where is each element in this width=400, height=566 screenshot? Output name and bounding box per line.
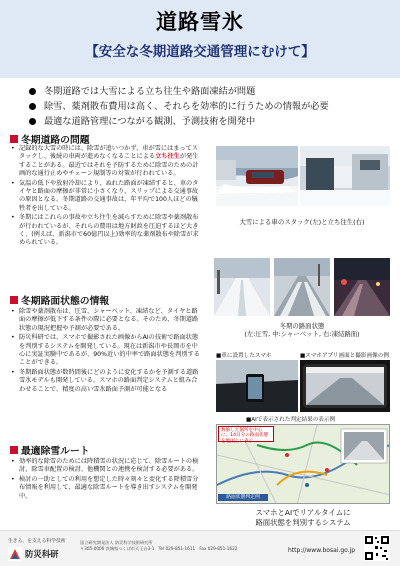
section-heading-text: 最適除雪ルート bbox=[21, 446, 90, 457]
photo-phone-in-car bbox=[216, 360, 298, 412]
list-item: • 効率的な除雪のためには降積雪の状況に応じて、除雪ルートの検討、除雪車配置の検討、他機関との連携を検討する必要がある。 bbox=[10, 458, 202, 475]
section-heading-text: 冬期道路の問題 bbox=[21, 135, 90, 146]
section1-list bbox=[10, 145, 202, 249]
section3-list bbox=[10, 458, 202, 502]
intro-bullet: 除雪、薬剤散布費用は高く、それらを効率的に行うための情報が必要 bbox=[26, 99, 386, 114]
section-heading-road-surface-info bbox=[10, 293, 109, 307]
footer-address bbox=[80, 540, 237, 552]
text: 記録的な大雪の時には、除雪が追いつかず、車が雪にはまってスタックし、後続の車両が進めなくなることによる bbox=[19, 145, 198, 161]
section-marker-icon bbox=[10, 446, 18, 454]
intro-bullet: 最適な道路管理につながる観測、予測技術を開発中 bbox=[26, 114, 386, 129]
highlight-text: 立ち往生 bbox=[155, 153, 180, 161]
qr-code-icon bbox=[364, 535, 390, 561]
header-band bbox=[0, 0, 400, 78]
photo-slush bbox=[274, 258, 330, 316]
text: が発生することがある。最近ではそれを予防するために除雪のための計画的な通行止めやチェーン規制等の対策が行われている。 bbox=[19, 153, 199, 178]
photo-icy-road bbox=[334, 258, 390, 316]
intro-bullets bbox=[26, 84, 386, 129]
list-item: • 検討の一助としての利用を想定した時々刻々と変化する降積雪分布情報を利用して、最適な除雪ルートを導き出すシステムを開発中。 bbox=[10, 476, 202, 501]
caption-line: スマホとAIでリアルタイムに bbox=[255, 508, 351, 517]
caption-line: 路面状態を判別するシステム bbox=[255, 517, 351, 527]
section-marker-icon bbox=[10, 135, 18, 143]
list-item bbox=[10, 145, 202, 179]
list-item: • 防災科研では、スマホで撮影された画像からAIの技術で路面状態を判別するシステムを開発している。現在は新潟市や長岡市を中心に実証実験中であるが、90%近い的中率で路面状態を判別することができる。 bbox=[10, 334, 202, 368]
list-item: • 気温の低下や放射冷却により、ぬれた路面が凍結すると、車のタイヤと路面の摩擦が非常に小さくなり、スリップによる交通事故の原因となる。冬期道路の交通事故は、年平均で100人ほどの犠牲者を出している。 bbox=[10, 180, 202, 214]
photo-caption-road-surface bbox=[212, 322, 392, 338]
photo-app-screen bbox=[300, 360, 390, 412]
address-line: 〒305-0006 茨城県つくば市天王台3-1 Tel 029-851-1611 Fax 029-851-1622 bbox=[80, 546, 238, 551]
footer-org: 防災科研 bbox=[25, 549, 59, 559]
section-heading-text: 冬期路面状態の情報 bbox=[21, 296, 110, 307]
label-phone-in-car: ■車に設置したスマホ bbox=[216, 353, 272, 359]
map-legend-title: 路面状態判定例 bbox=[218, 494, 268, 501]
page-subtitle: 【安全な冬期道路交通管理にむけて】 bbox=[85, 44, 315, 60]
photo-caption-section1: 大雪による車のスタック(左)と立ち往生(右) bbox=[239, 218, 365, 226]
system-caption bbox=[216, 508, 390, 527]
caption-line: (左:圧雪, 中:シャーベット, 右:凍結路面) bbox=[244, 330, 360, 338]
list-item: • 除雪や薬剤散布は、圧雪、シャーベット、凍結など、タイヤと路面の摩擦が低下する条件の際に必要となる。そのため、冬期道路状態の現況把握や予測が必要である。 bbox=[10, 308, 202, 333]
list-item: • 冬期にはこれらの事故や立ち往生を減らすために除雪や薬剤散布が行われているが、それらの費用は地方財政を圧迫するほど大きく、(例えば、新潟市で60億円以上)効率的な薬剤散布や除雪が求められている。 bbox=[10, 214, 202, 248]
footer bbox=[0, 530, 400, 566]
photo-stuck-car bbox=[216, 146, 298, 206]
section-marker-icon bbox=[10, 296, 18, 304]
address-line: 国立研究開発法人 防災科学技術研究所 bbox=[80, 540, 153, 545]
footer-url[interactable]: http://www.bosai.go.jp bbox=[288, 547, 356, 554]
footer-tagline: 生きる、を支える科学技術 bbox=[8, 539, 66, 544]
photo-stalled-trucks bbox=[300, 146, 390, 206]
section-heading-winter-road-problems bbox=[10, 132, 90, 146]
intro-bullet: 冬期道路では大雪による立ち往生や路面凍結が問題 bbox=[26, 84, 386, 99]
label-ai-result: ■AIで表示された判定結果の表示例 bbox=[246, 417, 336, 423]
page-title: 道路雪氷 bbox=[156, 10, 244, 34]
section-heading-optimal-route bbox=[10, 443, 90, 457]
caption-line: 冬期の路面状態 bbox=[279, 322, 325, 330]
list-item: • 冬期路面状態が数時間後にどのように変化するかを予測する道路雪氷モデルも開発している。スマホの路面判定システムと組み合わせることで、精度の高い雪氷路面予測が可能となる bbox=[10, 369, 202, 394]
map-note: 数値した個所を中心に、14日分の路面状態を地図上に表示 bbox=[218, 426, 274, 442]
label-app-screen: ■スマホアプリ画面と撮影画像の例 bbox=[300, 353, 389, 359]
photo-packed-snow bbox=[214, 258, 270, 316]
section2-list bbox=[10, 308, 202, 395]
nied-logo-icon bbox=[8, 546, 22, 560]
